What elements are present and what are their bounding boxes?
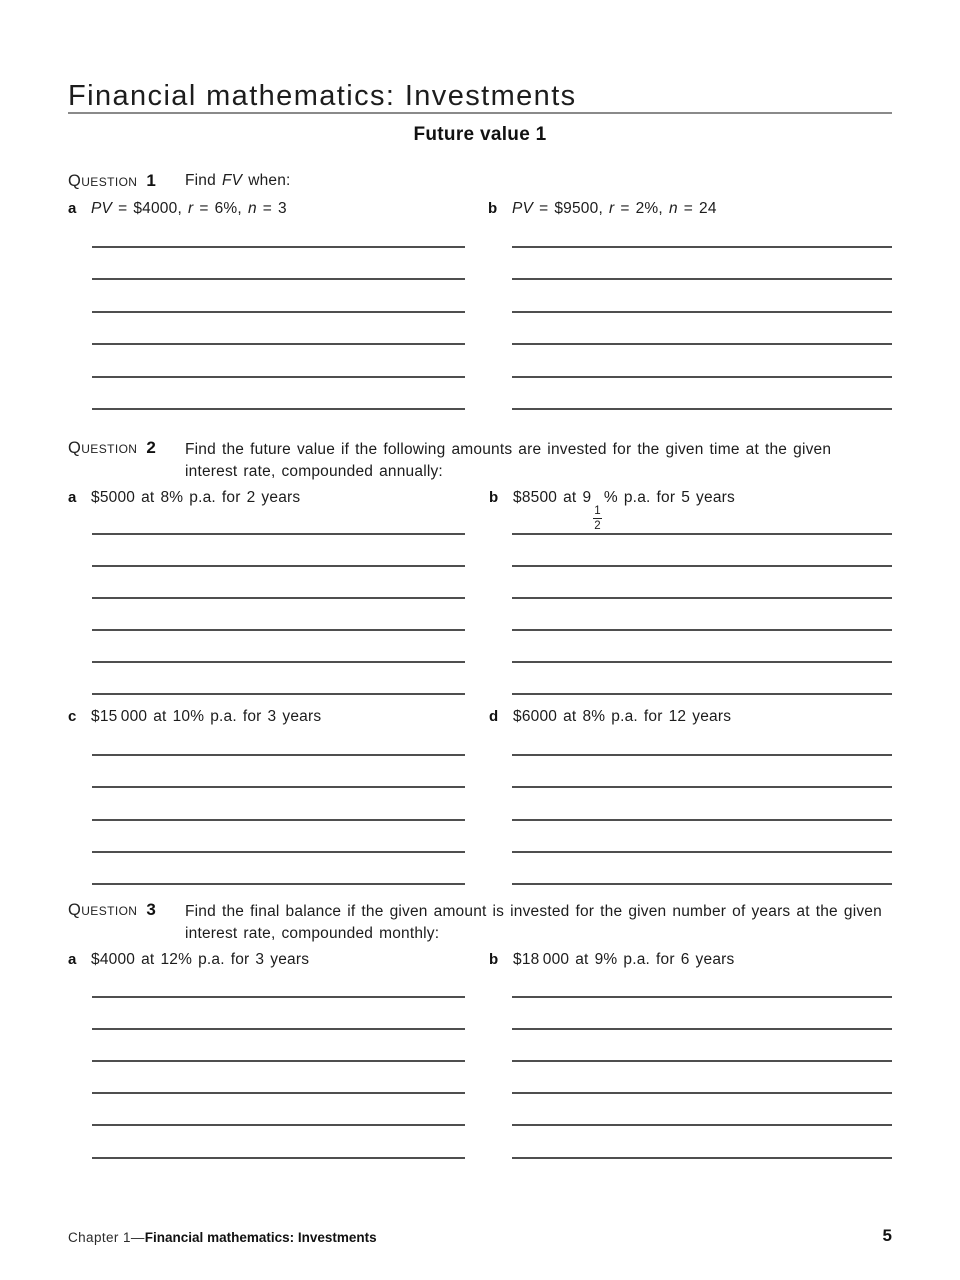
- part-text: $4000 at 12% p.a. for 3 years: [91, 951, 310, 968]
- answer-line: [512, 565, 892, 567]
- variable: r: [187, 200, 194, 217]
- answer-line: [512, 246, 892, 248]
- answer-line: [512, 996, 892, 998]
- footer-chapter-title: Financial mathematics: Investments: [144, 1230, 377, 1245]
- question-number: 2: [146, 438, 156, 457]
- prompt-line: Find the final balance if the given amount is invested for the given number of years at the given: [185, 903, 882, 920]
- part-text: [512, 200, 717, 218]
- answer-line: [92, 533, 465, 535]
- part-label: a: [68, 489, 77, 506]
- answer-line: [92, 1060, 465, 1062]
- answer-line: [92, 786, 465, 788]
- answer-line: [92, 565, 465, 567]
- page-title: Financial mathematics: Investments: [68, 80, 577, 112]
- part-text: $18 000 at 9% p.a. for 6 years: [513, 951, 735, 968]
- variable: PV: [512, 200, 534, 217]
- answer-line: [92, 1028, 465, 1030]
- answer-line: [92, 629, 465, 631]
- question-3-prompt: [185, 901, 882, 945]
- part-text: $15 000 at 10% p.a. for 3 years: [91, 708, 322, 725]
- answer-line: [512, 1124, 892, 1126]
- answer-line: [512, 1028, 892, 1030]
- part-text: [91, 200, 287, 218]
- question-2-label: [68, 438, 156, 458]
- question-word: Question: [68, 901, 138, 919]
- answer-line: [512, 408, 892, 410]
- answer-line: [512, 693, 892, 695]
- answer-line: [512, 376, 892, 378]
- answer-line: [512, 597, 892, 599]
- part-label: d: [489, 708, 499, 725]
- answer-line: [512, 1157, 892, 1159]
- prompt-line: interest rate, compounded monthly:: [185, 925, 440, 942]
- answer-line: [92, 597, 465, 599]
- value-text: $8500 at 9: [513, 489, 592, 506]
- prompt-variable: FV: [221, 172, 243, 189]
- value-text: = $4000,: [112, 200, 188, 217]
- footer-chapter-prefix: Chapter 1—: [68, 1230, 145, 1245]
- worksheet-subtitle: Future value 1: [413, 124, 547, 145]
- answer-line: [512, 278, 892, 280]
- prompt-text: Find: [185, 172, 222, 189]
- part-label: b: [488, 200, 498, 217]
- answer-line: [92, 1124, 465, 1126]
- answer-line: [512, 1092, 892, 1094]
- answer-line: [92, 851, 465, 853]
- variable: PV: [91, 200, 113, 217]
- fraction-denominator: 2: [594, 520, 601, 533]
- answer-line: [92, 278, 465, 280]
- value-text: = 2%,: [614, 200, 669, 217]
- page-number: 5: [882, 1226, 892, 1245]
- answer-line: [512, 786, 892, 788]
- answer-line: [92, 661, 465, 663]
- part-text: $6000 at 8% p.a. for 12 years: [513, 708, 732, 725]
- question-1-label: [68, 171, 156, 191]
- answer-line: [512, 851, 892, 853]
- value-text: = 24: [677, 200, 717, 217]
- answer-line: [512, 533, 892, 535]
- part-text: [513, 489, 735, 532]
- answer-line: [512, 1060, 892, 1062]
- answer-line: [92, 883, 465, 885]
- question-1-prompt: [185, 172, 291, 190]
- part-text: $5000 at 8% p.a. for 2 years: [91, 489, 301, 506]
- prompt-line: interest rate, compounded annually:: [185, 463, 443, 480]
- answer-line: [92, 1157, 465, 1159]
- answer-line: [92, 408, 465, 410]
- answer-line: [92, 311, 465, 313]
- prompt-text: when:: [242, 172, 291, 189]
- value-text: = $9500,: [533, 200, 609, 217]
- answer-line: [92, 996, 465, 998]
- variable: n: [247, 200, 257, 217]
- answer-line: [512, 629, 892, 631]
- answer-line: [512, 661, 892, 663]
- answer-line: [512, 311, 892, 313]
- variable: n: [668, 200, 678, 217]
- value-text: = 6%,: [193, 200, 248, 217]
- answer-line: [512, 819, 892, 821]
- footer-chapter: [68, 1229, 377, 1247]
- answer-line: [92, 1092, 465, 1094]
- answer-line: [512, 883, 892, 885]
- question-number: 3: [146, 900, 156, 919]
- question-number: 1: [146, 171, 156, 190]
- answer-line: [92, 693, 465, 695]
- question-3-label: [68, 900, 156, 920]
- variable: r: [608, 200, 615, 217]
- part-label: b: [489, 951, 499, 968]
- question-word: Question: [68, 439, 138, 457]
- answer-line: [92, 376, 465, 378]
- answer-line: [92, 246, 465, 248]
- answer-line: [512, 343, 892, 345]
- answer-line: [92, 754, 465, 756]
- answer-line: [512, 754, 892, 756]
- prompt-line: Find the future value if the following amounts are invested for the given time at the given: [185, 441, 832, 458]
- part-label: a: [68, 951, 77, 968]
- question-word: Question: [68, 172, 138, 190]
- answer-line: [92, 343, 465, 345]
- part-label: c: [68, 708, 77, 725]
- title-divider: [68, 112, 892, 114]
- question-2-prompt: [185, 439, 831, 483]
- value-text: = 3: [256, 200, 287, 217]
- fraction-numerator: 1: [593, 505, 602, 519]
- fraction: [593, 505, 602, 532]
- part-label: b: [489, 489, 499, 506]
- value-text: % p.a. for 5 years: [603, 489, 735, 506]
- answer-line: [92, 819, 465, 821]
- part-label: a: [68, 200, 77, 217]
